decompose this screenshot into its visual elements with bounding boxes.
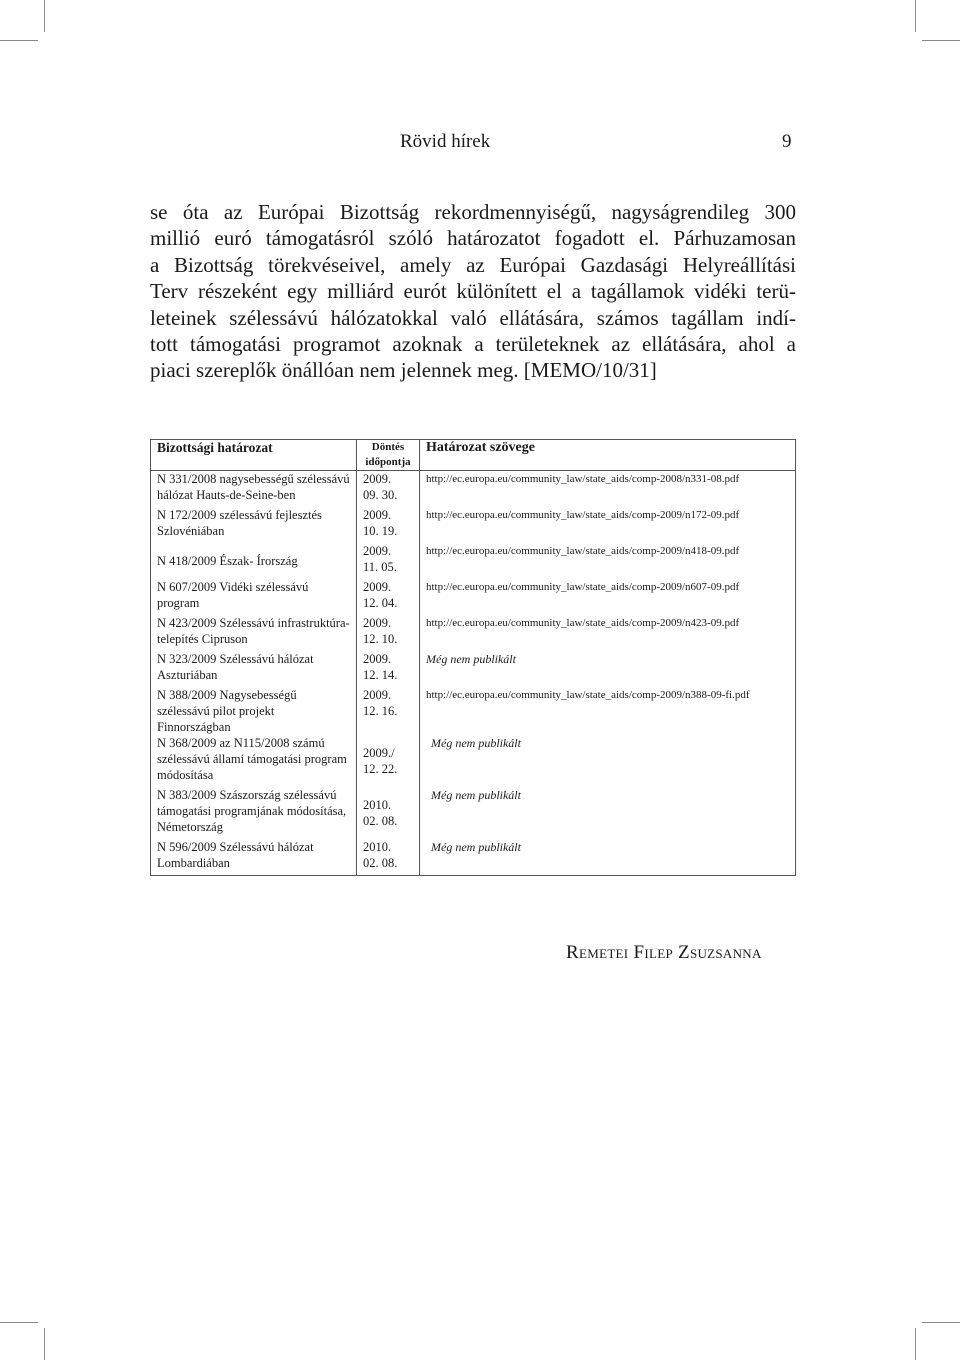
link-cell[interactable]: http://ec.europa.eu/community_law/state_aids/comp-2009/n607-09.pdf — [420, 579, 796, 615]
running-header: Rövid hírek — [400, 131, 491, 152]
text-line: se óta az Európai Bizottság rekordmennyiségű, nagyságrendileg 300 — [150, 200, 796, 224]
crop-mark — [922, 1322, 960, 1323]
date-cell: 2010. 02. 08. — [357, 839, 420, 876]
text-line: piaci szereplők önállóan nem jelennek meg. [MEMO/10/31] — [150, 358, 657, 383]
crop-mark — [0, 40, 38, 41]
decisions-table — [150, 439, 796, 876]
table-row — [151, 615, 796, 651]
date-cell: 2009. 12. 16. — [357, 687, 420, 735]
decision-cell: N 172/2009 szélessávú fejlesztés Szlovéniában — [151, 507, 357, 543]
text-line: millió euró támogatásról szóló határozatot fogadott el. Párhuzamosan — [150, 226, 796, 251]
status-cell: Még nem publikált — [420, 787, 796, 839]
status-cell: Még nem publikált — [420, 651, 796, 687]
decision-cell: N 596/2009 Szélessávú hálózat Lombardiában — [151, 839, 357, 876]
crop-mark — [922, 40, 960, 41]
table-row — [151, 651, 796, 687]
page-number: 9 — [782, 131, 792, 152]
date-cell: 2009. 11. 05. — [357, 543, 420, 579]
decision-cell: N 423/2009 Szélessávú infrastruktúra-telepítés Cipruson — [151, 615, 357, 651]
decision-cell: N 331/2008 nagysebességű szélessávú hálózat Hauts-de-Seine-ben — [151, 471, 357, 508]
decision-cell: N 323/2009 Szélessávú hálózat Aszturiában — [151, 651, 357, 687]
link-cell[interactable]: http://ec.europa.eu/community_law/state_aids/comp-2008/n331-08.pdf — [420, 471, 796, 508]
link-cell[interactable]: http://ec.europa.eu/community_law/state_aids/comp-2009/n172-09.pdf — [420, 507, 796, 543]
header-decision: Bizottsági határozat — [151, 440, 357, 471]
decision-cell: N 418/2009 Észak- Írország — [151, 543, 357, 579]
header-date: Döntés időpontja — [357, 440, 420, 471]
table-header-row — [151, 440, 796, 471]
crop-mark — [44, 0, 45, 32]
text-line: tott támogatási programot azoknak a területeknek az ellátására, ahol a — [150, 332, 796, 357]
crop-mark — [915, 1328, 916, 1360]
table-row — [151, 507, 796, 543]
table-row — [151, 735, 796, 787]
table-row — [151, 471, 796, 508]
body-paragraph — [150, 199, 796, 384]
crop-mark — [915, 0, 916, 32]
table-row — [151, 687, 796, 735]
date-cell: 2009. 12. 10. — [357, 615, 420, 651]
text-line: a Bizottság törekvéseivel, amely az Európai Gazdasági Helyreállítási — [150, 252, 796, 277]
decision-cell: N 383/2009 Szászország szélessávú támogatási programjának módosítása, Németország — [151, 787, 357, 839]
link-cell[interactable]: http://ec.europa.eu/community_law/state_aids/comp-2009/n423-09.pdf — [420, 615, 796, 651]
decision-cell: N 607/2009 Vidéki szélessávú program — [151, 579, 357, 615]
table-row — [151, 839, 796, 876]
date-cell: 2010. 02. 08. — [357, 787, 420, 839]
decision-cell: N 368/2009 az N115/2008 számú szélessávú állami támogatási program módosítása — [151, 735, 357, 787]
crop-mark — [44, 1328, 45, 1360]
crop-mark — [0, 1322, 38, 1323]
text-line: Terv részeként egy milliárd eurót különített el a tagállamok vidéki terü- — [150, 279, 796, 304]
author-signature: Remetei Filep Zsuzsanna — [566, 942, 762, 963]
date-cell: 2009. 09. 30. — [357, 471, 420, 508]
date-cell: 2009. 10. 19. — [357, 507, 420, 543]
link-cell[interactable]: http://ec.europa.eu/community_law/state_aids/comp-2009/n418-09.pdf — [420, 543, 796, 579]
header-text: Határozat szövege — [420, 440, 796, 471]
table-row — [151, 787, 796, 839]
date-cell: 2009./ 12. 22. — [357, 735, 420, 787]
date-cell: 2009. 12. 14. — [357, 651, 420, 687]
status-cell: Még nem publikált — [420, 735, 796, 787]
date-cell: 2009. 12. 04. — [357, 579, 420, 615]
table-row — [151, 543, 796, 579]
table-row — [151, 579, 796, 615]
status-cell: Még nem publikált — [420, 839, 796, 876]
text-line: leteinek szélessávú hálózatokkal való ellátására, számos tagállam indí- — [150, 305, 796, 330]
link-cell[interactable]: http://ec.europa.eu/community_law/state_aids/comp-2009/n388-09-fi.pdf — [420, 687, 796, 735]
decision-cell: N 388/2009 Nagysebességű szélessávú pilot projekt Finnországban — [151, 687, 357, 735]
